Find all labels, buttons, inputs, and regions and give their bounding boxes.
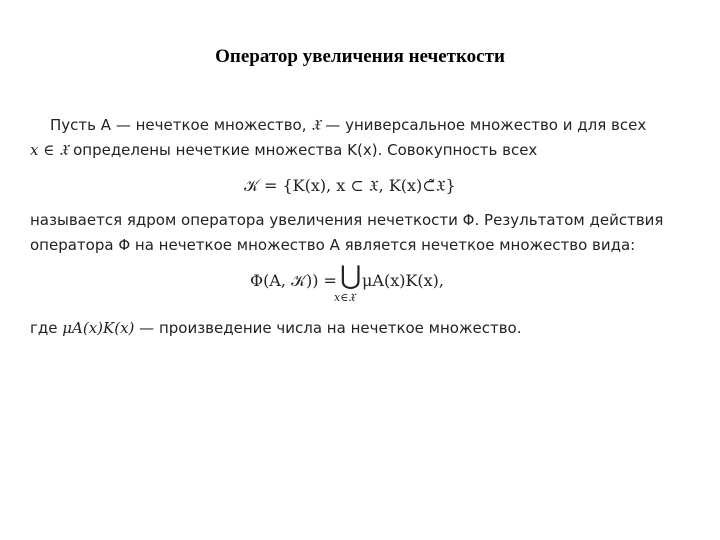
text-product: произведение числа на нечеткое множество. (158, 319, 522, 337)
kernel-formula: 𝒦 = {K(x), x ⊂ 𝔛, K(x)⊂̃𝔛} (244, 176, 456, 195)
phi-formula (250, 261, 490, 311)
slide-title: Оператор увеличения нечеткости (215, 46, 505, 67)
text-defined: определены нечеткие множества (73, 141, 343, 159)
paragraph-line-2 (30, 141, 537, 159)
math-x-in-X: x ∈ 𝔛 (30, 141, 69, 159)
em-dash: — (115, 116, 131, 134)
text-fuzzy-set: нечеткое множество, (135, 116, 307, 134)
paragraph-line-5 (30, 319, 522, 337)
paragraph-line-3: называется ядром оператора увеличения нечеткости Φ. Результатом действия (30, 211, 664, 229)
text-result: является нечеткое множество вида: (344, 236, 636, 254)
text-where: где (30, 319, 58, 337)
symbol-A: A (100, 116, 112, 134)
symbol-universal-set: 𝔛 (311, 116, 321, 134)
symbol-A-2: A (329, 236, 340, 254)
union-subscript: x∈𝔛 (334, 291, 356, 304)
text-operator-on: оператора Φ на нечеткое множество (30, 236, 325, 254)
em-dash-3: — (139, 319, 155, 337)
math-mu-A-K: μA(x)K(x) (62, 319, 135, 337)
text-totality: . Совокупность всех (377, 141, 538, 159)
paragraph-line-1 (50, 116, 646, 134)
text-universal: универсальное множество и для всех (345, 116, 647, 134)
em-dash-2: — (325, 116, 341, 134)
paragraph-line-4 (30, 236, 635, 254)
text-let: Пусть (50, 116, 96, 134)
phi-rhs: μA(x)K(x), (362, 271, 445, 290)
phi-lhs: Φ(A, 𝒦)) = (250, 271, 337, 290)
math-Kx: K(x) (347, 141, 378, 159)
union-symbol: ⋃ (340, 261, 362, 291)
